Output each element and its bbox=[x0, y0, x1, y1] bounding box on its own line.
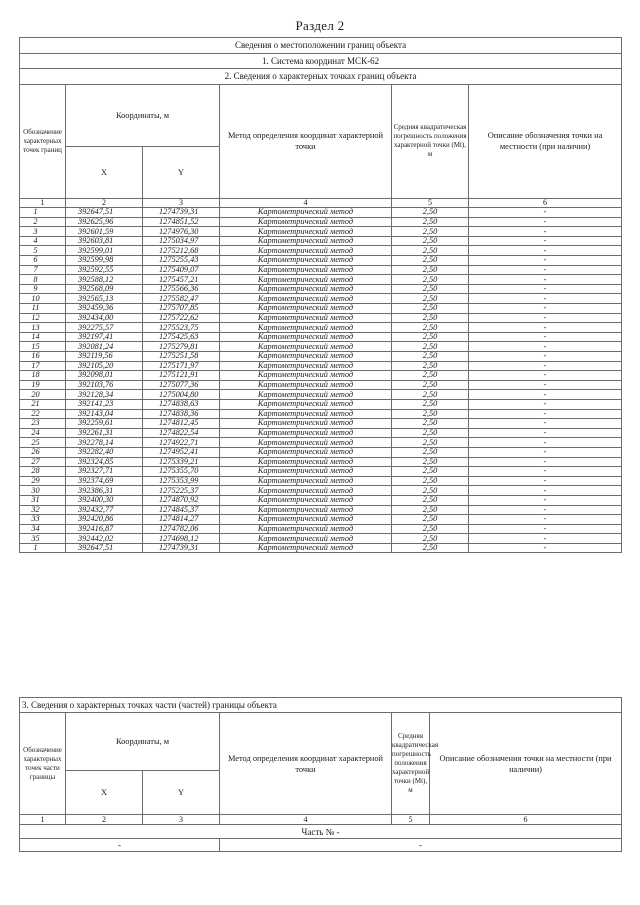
cell-method: Картометрический метод bbox=[220, 524, 392, 534]
part-boundary-points-table bbox=[19, 697, 622, 852]
cell-method: Картометрический метод bbox=[220, 208, 392, 218]
cell-y: 1275707,85 bbox=[143, 304, 220, 314]
cell-method: Картометрический метод bbox=[220, 467, 392, 477]
cell-desc: - bbox=[469, 380, 622, 390]
cell-n: 27 bbox=[20, 457, 66, 467]
col-method-header: Метод определения координат характерной точки bbox=[220, 84, 392, 198]
cell-mt: 2,50 bbox=[392, 457, 469, 467]
cell-mt: 2,50 bbox=[392, 380, 469, 390]
cell-y: 1275034,97 bbox=[143, 236, 220, 246]
col-y-header: Y bbox=[143, 146, 220, 198]
cell-method: Картометрический метод bbox=[220, 342, 392, 352]
cell-x: 392432,77 bbox=[66, 505, 143, 515]
cell-x: 392282,40 bbox=[66, 447, 143, 457]
column-number: 1 bbox=[20, 815, 66, 825]
cell-x: 392386,31 bbox=[66, 486, 143, 496]
boundary-points-table bbox=[19, 37, 622, 553]
table-row bbox=[20, 409, 622, 419]
cell-n: 1 bbox=[20, 208, 66, 218]
cell-method: Картометрический метод bbox=[220, 371, 392, 381]
column-number: 6 bbox=[430, 815, 622, 825]
part-col-x-header: X bbox=[66, 771, 143, 815]
column-number-row bbox=[20, 198, 622, 208]
table-row bbox=[20, 236, 622, 246]
table-row bbox=[20, 371, 622, 381]
cell-desc: - bbox=[469, 236, 622, 246]
table-row bbox=[20, 217, 622, 227]
cell-x: 392141,23 bbox=[66, 399, 143, 409]
table-row bbox=[20, 447, 622, 457]
cell-method: Картометрический метод bbox=[220, 304, 392, 314]
cell-n: 34 bbox=[20, 524, 66, 534]
cell-x: 392625,96 bbox=[66, 217, 143, 227]
part-col-designation-header: Обозначение характерных точек части границы bbox=[20, 713, 66, 815]
table-row bbox=[20, 505, 622, 515]
cell-y: 1274812,45 bbox=[143, 419, 220, 429]
part-empty-left: - bbox=[20, 839, 220, 852]
cell-desc: - bbox=[469, 304, 622, 314]
cell-mt: 2,50 bbox=[392, 313, 469, 323]
cell-method: Картометрический метод bbox=[220, 236, 392, 246]
cell-mt: 2,50 bbox=[392, 515, 469, 525]
cell-x: 392374,69 bbox=[66, 476, 143, 486]
cell-n: 22 bbox=[20, 409, 66, 419]
cell-n: 29 bbox=[20, 476, 66, 486]
cell-desc: - bbox=[469, 505, 622, 515]
cell-x: 392081,24 bbox=[66, 342, 143, 352]
cell-desc: - bbox=[469, 390, 622, 400]
table-row bbox=[20, 534, 622, 544]
cell-desc: - bbox=[469, 208, 622, 218]
cell-mt: 2,50 bbox=[392, 399, 469, 409]
cell-x: 392103,76 bbox=[66, 380, 143, 390]
cell-x: 392128,34 bbox=[66, 390, 143, 400]
cell-desc: - bbox=[469, 275, 622, 285]
cell-y: 1274739,31 bbox=[143, 543, 220, 553]
table-row bbox=[20, 256, 622, 266]
cell-y: 1275121,91 bbox=[143, 371, 220, 381]
cell-mt: 2,50 bbox=[392, 495, 469, 505]
cell-method: Картометрический метод bbox=[220, 275, 392, 285]
table-row bbox=[20, 543, 622, 553]
cell-method: Картометрический метод bbox=[220, 217, 392, 227]
col-accuracy-header: Средняя квадратическая погрешность положения характерной точки (Mt), м bbox=[392, 84, 469, 198]
cell-y: 1274870,92 bbox=[143, 495, 220, 505]
cell-method: Картометрический метод bbox=[220, 419, 392, 429]
cell-mt: 2,50 bbox=[392, 371, 469, 381]
cell-mt: 2,50 bbox=[392, 543, 469, 553]
cell-x: 392588,12 bbox=[66, 275, 143, 285]
cell-n: 26 bbox=[20, 447, 66, 457]
cell-n: 4 bbox=[20, 236, 66, 246]
col-designation-header: Обозначение характерных точек границ bbox=[20, 84, 66, 198]
cell-y: 1275409,07 bbox=[143, 265, 220, 275]
cell-x: 392324,85 bbox=[66, 457, 143, 467]
cell-method: Картометрический метод bbox=[220, 438, 392, 448]
cell-n: 11 bbox=[20, 304, 66, 314]
table-row bbox=[20, 352, 622, 362]
cell-mt: 2,50 bbox=[392, 265, 469, 275]
column-number: 2 bbox=[66, 815, 143, 825]
cell-n: 16 bbox=[20, 352, 66, 362]
cell-y: 1274952,41 bbox=[143, 447, 220, 457]
col-coordinates-header: Координаты, м bbox=[66, 84, 220, 146]
table-row bbox=[20, 380, 622, 390]
cell-x: 392599,98 bbox=[66, 256, 143, 266]
cell-x: 392327,71 bbox=[66, 467, 143, 477]
main-header: Сведения о местоположении границ объекта bbox=[20, 38, 622, 54]
cell-x: 392647,51 bbox=[66, 208, 143, 218]
cell-n: 32 bbox=[20, 505, 66, 515]
table-row bbox=[20, 227, 622, 237]
cell-method: Картометрический метод bbox=[220, 495, 392, 505]
cell-y: 1275355,70 bbox=[143, 467, 220, 477]
cell-x: 392143,04 bbox=[66, 409, 143, 419]
cell-n: 12 bbox=[20, 313, 66, 323]
cell-desc: - bbox=[469, 323, 622, 333]
column-number: 5 bbox=[392, 198, 469, 208]
cell-mt: 2,50 bbox=[392, 352, 469, 362]
cell-method: Картометрический метод bbox=[220, 352, 392, 362]
cell-x: 392592,55 bbox=[66, 265, 143, 275]
cell-mt: 2,50 bbox=[392, 304, 469, 314]
table-row bbox=[20, 399, 622, 409]
cell-mt: 2,50 bbox=[392, 323, 469, 333]
cell-x: 392434,00 bbox=[66, 313, 143, 323]
cell-y: 1275251,58 bbox=[143, 352, 220, 362]
cell-mt: 2,50 bbox=[392, 447, 469, 457]
cell-desc: - bbox=[469, 217, 622, 227]
table-row bbox=[20, 515, 622, 525]
cell-n: 2 bbox=[20, 217, 66, 227]
cell-desc: - bbox=[469, 332, 622, 342]
cell-x: 392119,56 bbox=[66, 352, 143, 362]
cell-mt: 2,50 bbox=[392, 332, 469, 342]
cell-n: 25 bbox=[20, 438, 66, 448]
part-col-coordinates-header: Координаты, м bbox=[66, 713, 220, 771]
cell-desc: - bbox=[469, 246, 622, 256]
cell-n: 8 bbox=[20, 275, 66, 285]
cell-n: 24 bbox=[20, 428, 66, 438]
col-description-header: Описание обозначения точки на местности (при наличии) bbox=[469, 84, 622, 198]
cell-n: 1 bbox=[20, 543, 66, 553]
cell-mt: 2,50 bbox=[392, 275, 469, 285]
coordinate-system: 1. Система координат МСК-62 bbox=[20, 53, 622, 69]
column-number: 4 bbox=[220, 815, 392, 825]
table-row bbox=[20, 419, 622, 429]
cell-x: 392565,13 bbox=[66, 294, 143, 304]
table-row bbox=[20, 524, 622, 534]
cell-y: 1275212,68 bbox=[143, 246, 220, 256]
column-number: 3 bbox=[143, 815, 220, 825]
cell-x: 392442,02 bbox=[66, 534, 143, 544]
table-row bbox=[20, 438, 622, 448]
table-row bbox=[20, 361, 622, 371]
table-row bbox=[20, 428, 622, 438]
cell-n: 30 bbox=[20, 486, 66, 496]
cell-n: 13 bbox=[20, 323, 66, 333]
cell-n: 18 bbox=[20, 371, 66, 381]
cell-mt: 2,50 bbox=[392, 524, 469, 534]
cell-desc: - bbox=[469, 342, 622, 352]
cell-method: Картометрический метод bbox=[220, 284, 392, 294]
cell-desc: - bbox=[469, 256, 622, 266]
cell-n: 21 bbox=[20, 399, 66, 409]
cell-desc: - bbox=[469, 534, 622, 544]
column-number: 3 bbox=[143, 198, 220, 208]
cell-y: 1274976,30 bbox=[143, 227, 220, 237]
column-number: 4 bbox=[220, 198, 392, 208]
cell-x: 392259,61 bbox=[66, 419, 143, 429]
cell-method: Картометрический метод bbox=[220, 361, 392, 371]
cell-method: Картометрический метод bbox=[220, 294, 392, 304]
cell-mt: 2,50 bbox=[392, 419, 469, 429]
cell-desc: - bbox=[469, 227, 622, 237]
part-col-description-header: Описание обозначения точки на местности (при наличии) bbox=[430, 713, 622, 815]
cell-x: 392261,31 bbox=[66, 428, 143, 438]
cell-desc: - bbox=[469, 284, 622, 294]
table-row bbox=[20, 304, 622, 314]
cell-desc: - bbox=[469, 457, 622, 467]
part-empty-right: - bbox=[220, 839, 622, 852]
cell-method: Картометрический метод bbox=[220, 399, 392, 409]
cell-desc: - bbox=[469, 419, 622, 429]
cell-x: 392416,87 bbox=[66, 524, 143, 534]
cell-mt: 2,50 bbox=[392, 505, 469, 515]
cell-desc: - bbox=[469, 515, 622, 525]
table-row bbox=[20, 313, 622, 323]
cell-method: Картометрический метод bbox=[220, 246, 392, 256]
cell-method: Картометрический метод bbox=[220, 476, 392, 486]
cell-mt: 2,50 bbox=[392, 246, 469, 256]
cell-method: Картометрический метод bbox=[220, 256, 392, 266]
table-row bbox=[20, 495, 622, 505]
cell-x: 392197,41 bbox=[66, 332, 143, 342]
table-row bbox=[20, 294, 622, 304]
cell-desc: - bbox=[469, 486, 622, 496]
cell-mt: 2,50 bbox=[392, 361, 469, 371]
col-x-header: X bbox=[66, 146, 143, 198]
cell-method: Картометрический метод bbox=[220, 409, 392, 419]
cell-y: 1275582,47 bbox=[143, 294, 220, 304]
cell-method: Картометрический метод bbox=[220, 515, 392, 525]
cell-y: 1275722,62 bbox=[143, 313, 220, 323]
table-row bbox=[20, 332, 622, 342]
cell-y: 1275171,97 bbox=[143, 361, 220, 371]
cell-method: Картометрический метод bbox=[220, 323, 392, 333]
table-row bbox=[20, 265, 622, 275]
column-number: 6 bbox=[469, 198, 622, 208]
cell-n: 33 bbox=[20, 515, 66, 525]
cell-desc: - bbox=[469, 371, 622, 381]
cell-x: 392603,81 bbox=[66, 236, 143, 246]
cell-y: 1275566,36 bbox=[143, 284, 220, 294]
part-col-y-header: Y bbox=[143, 771, 220, 815]
cell-x: 392420,86 bbox=[66, 515, 143, 525]
cell-y: 1274838,63 bbox=[143, 399, 220, 409]
cell-y: 1274782,06 bbox=[143, 524, 220, 534]
cell-desc: - bbox=[469, 409, 622, 419]
cell-n: 15 bbox=[20, 342, 66, 352]
table-row bbox=[20, 323, 622, 333]
cell-y: 1275339,21 bbox=[143, 457, 220, 467]
cell-y: 1274698,12 bbox=[143, 534, 220, 544]
cell-y: 1274845,37 bbox=[143, 505, 220, 515]
cell-n: 9 bbox=[20, 284, 66, 294]
cell-y: 1275279,81 bbox=[143, 342, 220, 352]
cell-method: Картометрический метод bbox=[220, 227, 392, 237]
cell-y: 1274838,36 bbox=[143, 409, 220, 419]
cell-method: Картометрический метод bbox=[220, 505, 392, 515]
table-row bbox=[20, 390, 622, 400]
cell-y: 1275353,99 bbox=[143, 476, 220, 486]
cell-desc: - bbox=[469, 294, 622, 304]
cell-y: 1275457,21 bbox=[143, 275, 220, 285]
cell-x: 392599,01 bbox=[66, 246, 143, 256]
cell-mt: 2,50 bbox=[392, 390, 469, 400]
cell-desc: - bbox=[469, 399, 622, 409]
cell-y: 1275255,43 bbox=[143, 256, 220, 266]
cell-y: 1275004,80 bbox=[143, 390, 220, 400]
cell-x: 392275,57 bbox=[66, 323, 143, 333]
part-col-method-header: Метод определения координат характерной точки bbox=[220, 713, 392, 815]
cell-mt: 2,50 bbox=[392, 208, 469, 218]
cell-n: 14 bbox=[20, 332, 66, 342]
cell-y: 1275077,36 bbox=[143, 380, 220, 390]
cell-mt: 2,50 bbox=[392, 467, 469, 477]
cell-mt: 2,50 bbox=[392, 534, 469, 544]
cell-desc: - bbox=[469, 265, 622, 275]
cell-mt: 2,50 bbox=[392, 342, 469, 352]
cell-x: 392647,51 bbox=[66, 543, 143, 553]
cell-x: 392568,09 bbox=[66, 284, 143, 294]
cell-n: 6 bbox=[20, 256, 66, 266]
cell-mt: 2,50 bbox=[392, 476, 469, 486]
cell-x: 392601,59 bbox=[66, 227, 143, 237]
cell-y: 1274822,54 bbox=[143, 428, 220, 438]
cell-method: Картометрический метод bbox=[220, 447, 392, 457]
part-col-accuracy-header: Средняя квадратическая погрешность положения характерной точки (Mt), м bbox=[392, 713, 430, 815]
cell-y: 1274814,27 bbox=[143, 515, 220, 525]
table-row bbox=[20, 457, 622, 467]
cell-method: Картометрический метод bbox=[220, 457, 392, 467]
cell-n: 35 bbox=[20, 534, 66, 544]
cell-method: Картометрический метод bbox=[220, 390, 392, 400]
cell-n: 3 bbox=[20, 227, 66, 237]
cell-desc: - bbox=[469, 313, 622, 323]
cell-mt: 2,50 bbox=[392, 284, 469, 294]
cell-y: 1275225,37 bbox=[143, 486, 220, 496]
cell-desc: - bbox=[469, 438, 622, 448]
cell-n: 17 bbox=[20, 361, 66, 371]
cell-n: 19 bbox=[20, 380, 66, 390]
cell-x: 392459,36 bbox=[66, 304, 143, 314]
cell-mt: 2,50 bbox=[392, 236, 469, 246]
column-number: 1 bbox=[20, 198, 66, 208]
cell-method: Картометрический метод bbox=[220, 486, 392, 496]
table-row bbox=[20, 342, 622, 352]
table-row bbox=[20, 246, 622, 256]
cell-n: 31 bbox=[20, 495, 66, 505]
cell-n: 20 bbox=[20, 390, 66, 400]
table-row bbox=[20, 284, 622, 294]
cell-n: 10 bbox=[20, 294, 66, 304]
cell-mt: 2,50 bbox=[392, 438, 469, 448]
cell-mt: 2,50 bbox=[392, 294, 469, 304]
cell-y: 1274922,71 bbox=[143, 438, 220, 448]
table-row bbox=[20, 486, 622, 496]
cell-method: Картометрический метод bbox=[220, 380, 392, 390]
cell-mt: 2,50 bbox=[392, 256, 469, 266]
table-row bbox=[20, 208, 622, 218]
cell-method: Картометрический метод bbox=[220, 332, 392, 342]
cell-y: 1274739,31 bbox=[143, 208, 220, 218]
table-row bbox=[20, 275, 622, 285]
cell-n: 5 bbox=[20, 246, 66, 256]
cell-desc: - bbox=[469, 476, 622, 486]
cell-y: 1275523,75 bbox=[143, 323, 220, 333]
cell-mt: 2,50 bbox=[392, 486, 469, 496]
column-number: 2 bbox=[66, 198, 143, 208]
cell-mt: 2,50 bbox=[392, 227, 469, 237]
column-number: 5 bbox=[392, 815, 430, 825]
cell-desc: - bbox=[469, 495, 622, 505]
cell-desc: - bbox=[469, 447, 622, 457]
page-title: Раздел 2 bbox=[295, 18, 345, 33]
part-column-number-row bbox=[20, 815, 622, 825]
cell-n: 23 bbox=[20, 419, 66, 429]
cell-mt: 2,50 bbox=[392, 409, 469, 419]
cell-mt: 2,50 bbox=[392, 428, 469, 438]
cell-desc: - bbox=[469, 361, 622, 371]
cell-desc: - bbox=[469, 467, 622, 477]
cell-method: Картометрический метод bbox=[220, 543, 392, 553]
cell-x: 392278,14 bbox=[66, 438, 143, 448]
cell-x: 392400,30 bbox=[66, 495, 143, 505]
cell-desc: - bbox=[469, 543, 622, 553]
cell-y: 1274851,52 bbox=[143, 217, 220, 227]
cell-desc: - bbox=[469, 524, 622, 534]
section2-title: 2. Сведения о характерных точках границ объекта bbox=[20, 69, 622, 85]
cell-x: 392098,01 bbox=[66, 371, 143, 381]
cell-n: 7 bbox=[20, 265, 66, 275]
cell-method: Картометрический метод bbox=[220, 534, 392, 544]
cell-mt: 2,50 bbox=[392, 217, 469, 227]
table-row bbox=[20, 467, 622, 477]
cell-desc: - bbox=[469, 428, 622, 438]
section3-title: 3. Сведения о характерных точках части (частей) границы объекта bbox=[20, 698, 622, 713]
table-row bbox=[20, 476, 622, 486]
cell-method: Картометрический метод bbox=[220, 428, 392, 438]
part-label: Часть № - bbox=[20, 825, 622, 839]
cell-method: Картометрический метод bbox=[220, 313, 392, 323]
cell-n: 28 bbox=[20, 467, 66, 477]
cell-y: 1275425,63 bbox=[143, 332, 220, 342]
cell-desc: - bbox=[469, 352, 622, 362]
cell-method: Картометрический метод bbox=[220, 265, 392, 275]
cell-x: 392105,20 bbox=[66, 361, 143, 371]
